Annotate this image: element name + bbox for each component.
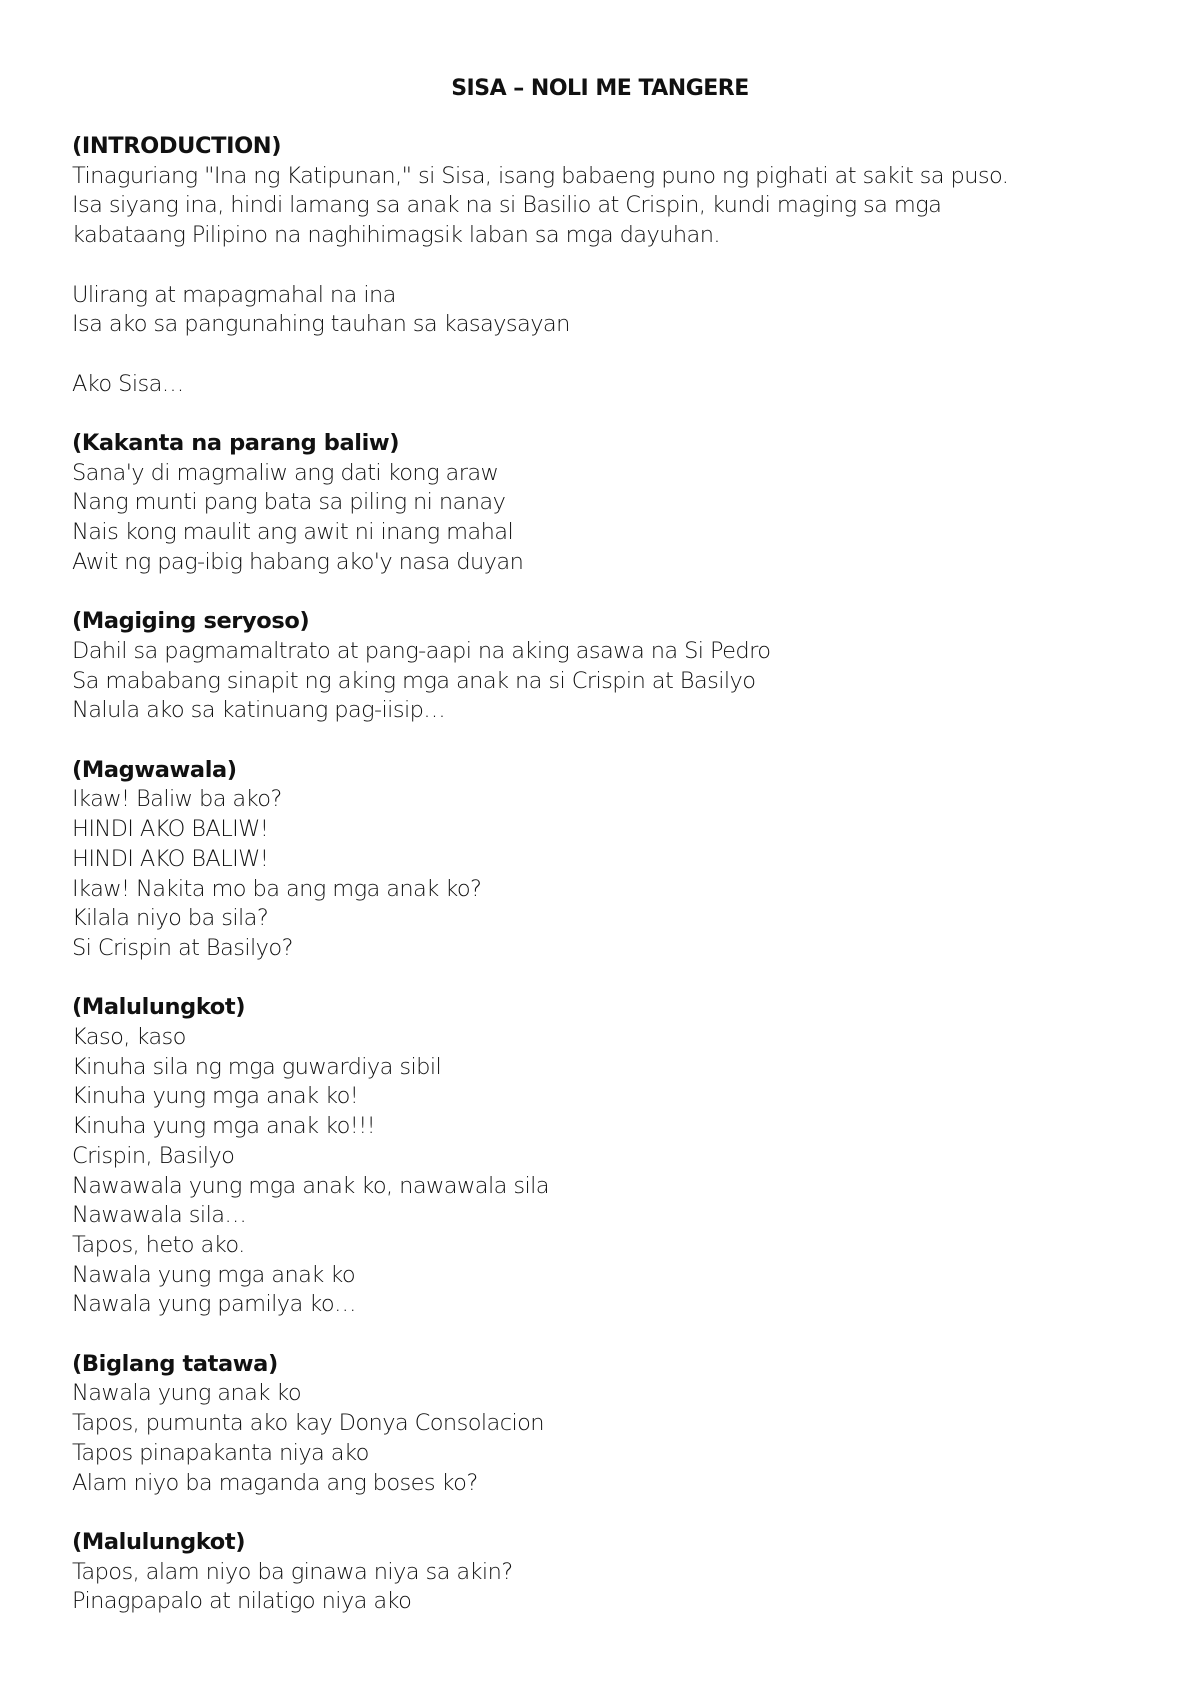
intro-stanza: [72, 281, 1152, 340]
script-line: Ikaw! Nakita mo ba ang mga anak ko?: [72, 875, 482, 902]
script-line: Sana'y di magmaliw ang dati kong araw: [72, 459, 499, 486]
script-line: Alam niyo ba maganda ang boses ko?: [72, 1469, 478, 1496]
script-line: Nawawala sila…: [72, 1202, 247, 1229]
intro-section: [72, 132, 1152, 251]
script-line: Nawala yung pamilya ko…: [72, 1291, 356, 1318]
script-line: Kilala niyo ba sila?: [72, 905, 269, 932]
script-line: Pinagpapalo at nilatigo niya ako: [72, 1588, 412, 1615]
script-line: Kinuha yung mga anak ko!!!: [72, 1113, 376, 1140]
section-biglang-tatawa: [72, 1350, 1152, 1499]
script-line: Ulirang at mapagmahal na ina: [72, 281, 396, 308]
script-line: Tapos pinapakanta niya ako: [72, 1439, 369, 1466]
script-line: Crispin, Basilyo: [72, 1142, 235, 1169]
script-line: Nawala yung anak ko: [72, 1380, 302, 1407]
script-line: Dahil sa pagmamaltrato at pang-aapi na aking asawa na Si Pedro: [72, 637, 771, 664]
script-line: Nawala yung mga anak ko: [72, 1261, 356, 1288]
paragraph-line: kabataang Pilipino na naghihimagsik laban sa mga dayuhan.: [72, 222, 720, 249]
section-malulungkot-1: [72, 993, 1152, 1320]
section-malulungkot-2: [72, 1528, 1152, 1617]
section-heading: (Magiging seryoso): [72, 608, 310, 635]
script-line: Ako Sisa…: [72, 370, 184, 397]
script-line: Tapos, heto ako.: [72, 1231, 245, 1258]
section-heading: (Magwawala): [72, 756, 237, 783]
script-line: Awit ng pag-ibig habang ako'y nasa duyan: [72, 548, 524, 575]
script-line: Tapos, pumunta ako kay Donya Consolacion: [72, 1410, 544, 1437]
script-line: Nais kong maulit ang awit ni inang mahal: [72, 519, 514, 546]
script-line: Kaso, kaso: [72, 1024, 186, 1050]
section-seryoso: [72, 607, 1152, 726]
document-title: SISA – NOLI ME TANGERE: [451, 76, 749, 101]
script-line: HINDI AKO BALIW!: [72, 816, 269, 843]
section-magwawala: [72, 756, 1152, 964]
script-line: Isa ako sa pangunahing tauhan sa kasaysayan: [72, 311, 570, 338]
script-line: Kinuha yung mga anak ko!: [72, 1083, 359, 1110]
intro-closing: [72, 370, 1152, 400]
section-heading: (Malulungkot): [72, 1528, 246, 1555]
paragraph-line: Isa siyang ina, hindi lamang sa anak na si Basilio at Crispin, kundi maging sa mga: [72, 192, 942, 219]
section-heading: (Kakanta na parang baliw): [72, 429, 400, 456]
script-line: Nalula ako sa katinuang pag-iisip…: [72, 697, 446, 724]
section-kakanta: [72, 429, 1152, 578]
script-line: HINDI AKO BALIW!: [72, 845, 269, 872]
script-line: Si Crispin at Basilyo?: [72, 934, 293, 961]
script-line: Tapos, alam niyo ba ginawa niya sa akin?: [72, 1558, 513, 1585]
script-line: Sa mababang sinapit ng aking mga anak na si Crispin at Basilyo: [72, 667, 756, 694]
section-heading: (INTRODUCTION): [72, 133, 282, 159]
script-line: Nang munti pang bata sa piling ni nanay: [72, 489, 506, 516]
script-line: Nawawala yung mga anak ko, nawawala sila: [72, 1172, 549, 1199]
intro-paragraph: [72, 162, 1152, 251]
script-body: [72, 132, 1152, 1647]
section-heading: (Malulungkot): [72, 994, 246, 1021]
script-line: Ikaw! Baliw ba ako?: [72, 786, 282, 813]
section-heading: (Biglang tatawa): [72, 1350, 278, 1377]
script-line: Kinuha sila ng mga guwardiya sibil: [72, 1053, 442, 1080]
paragraph-line: Tinaguriang "Ina ng Katipunan," si Sisa, isang babaeng puno ng pighati at sakit sa puso.: [72, 162, 1009, 189]
